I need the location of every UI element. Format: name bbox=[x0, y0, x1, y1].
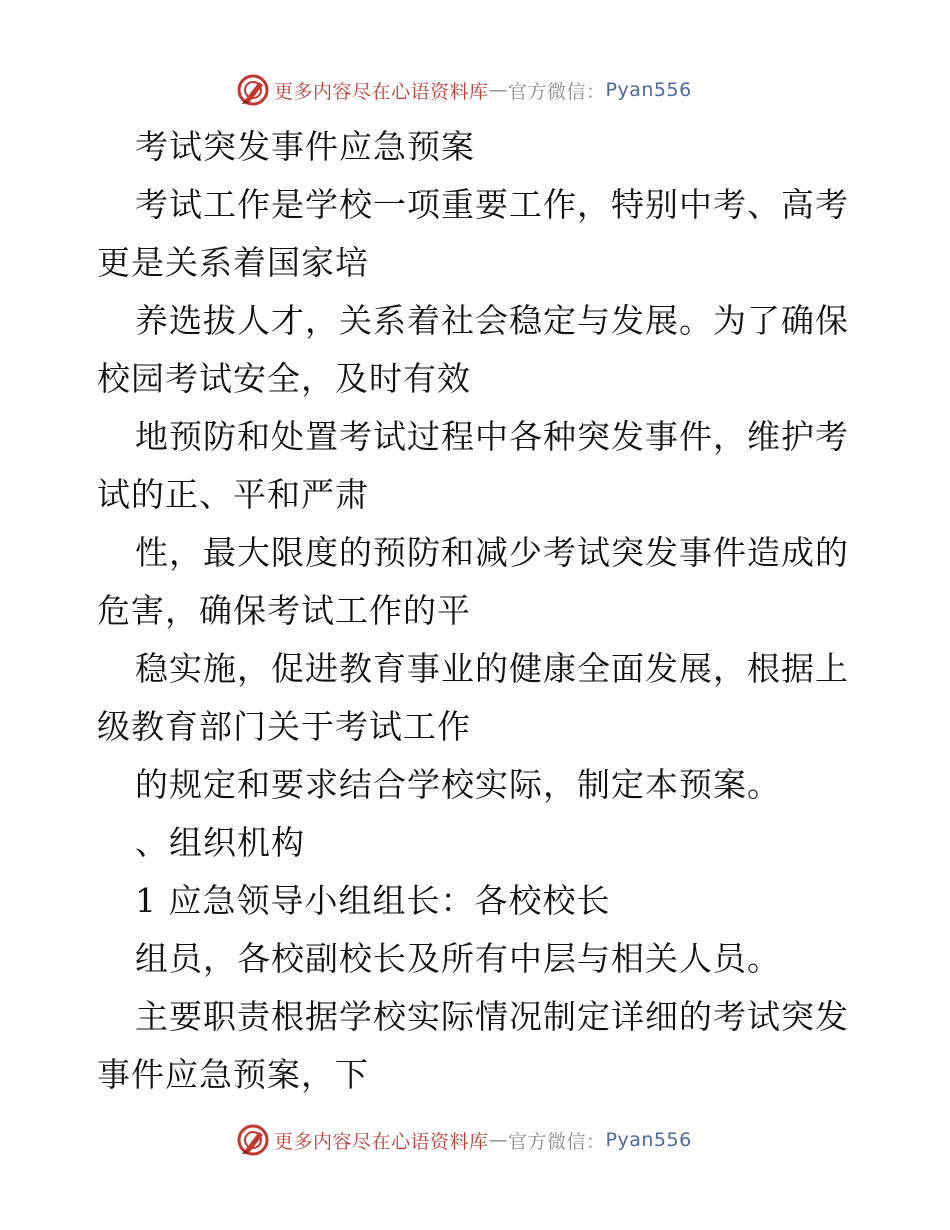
watermark-dash: — bbox=[488, 79, 509, 101]
watermark-wechat-id: Pyan556 bbox=[605, 1129, 692, 1151]
watermark-wechat-id: Pyan556 bbox=[605, 79, 692, 101]
text-line: 级教育部门关于考试工作 bbox=[97, 707, 471, 746]
text-line: 的规定和要求结合学校实际，制定本预案。 bbox=[135, 765, 781, 804]
text-line: 主要职责根据学校实际情况制定详细的考试突发 bbox=[135, 997, 849, 1036]
text-line: 性，最大限度的预防和减少考试突发事件造成的 bbox=[135, 533, 849, 572]
pen-circle-logo-icon bbox=[236, 73, 270, 107]
text-line: 危害，确保考试工作的平 bbox=[97, 591, 471, 630]
text-line: 地预防和处置考试过程中各种突发事件，维护考 bbox=[135, 417, 849, 456]
pen-circle-logo-icon bbox=[236, 1123, 270, 1157]
watermark-wechat-label: 官方微信： bbox=[508, 1130, 606, 1153]
text-line: 稳实施，促进教育事业的健康全面发展，根据上 bbox=[135, 649, 849, 688]
watermark-wechat-label: 官方微信： bbox=[508, 80, 606, 103]
text-line: 更是关系着国家培 bbox=[97, 243, 369, 282]
watermark-footer bbox=[236, 1122, 692, 1158]
text-line: 考试工作是学校一项重要工作，特别中考、高考 bbox=[135, 185, 849, 224]
document-title: 考试突发事件应急预案 bbox=[135, 127, 475, 166]
section-heading: 、组织机构 bbox=[135, 823, 305, 862]
watermark-header bbox=[236, 72, 692, 108]
text-line: 组员，各校副校长及所有中层与相关人员。 bbox=[135, 939, 781, 978]
watermark-dash: — bbox=[488, 1129, 509, 1151]
watermark-red-text: 更多内容尽在心语资料库 bbox=[274, 80, 489, 103]
text-line: 试的正、平和严肃 bbox=[97, 475, 369, 514]
text-line: 1 应急领导小组组长：各校校长 bbox=[135, 881, 611, 920]
text-line: 校园考试安全，及时有效 bbox=[97, 359, 471, 398]
document-body bbox=[97, 118, 857, 1104]
watermark-red-text: 更多内容尽在心语资料库 bbox=[274, 1130, 489, 1153]
text-line: 养选拔人才，关系着社会稳定与发展。为了确保 bbox=[135, 301, 849, 340]
text-line: 事件应急预案，下 bbox=[97, 1055, 369, 1094]
